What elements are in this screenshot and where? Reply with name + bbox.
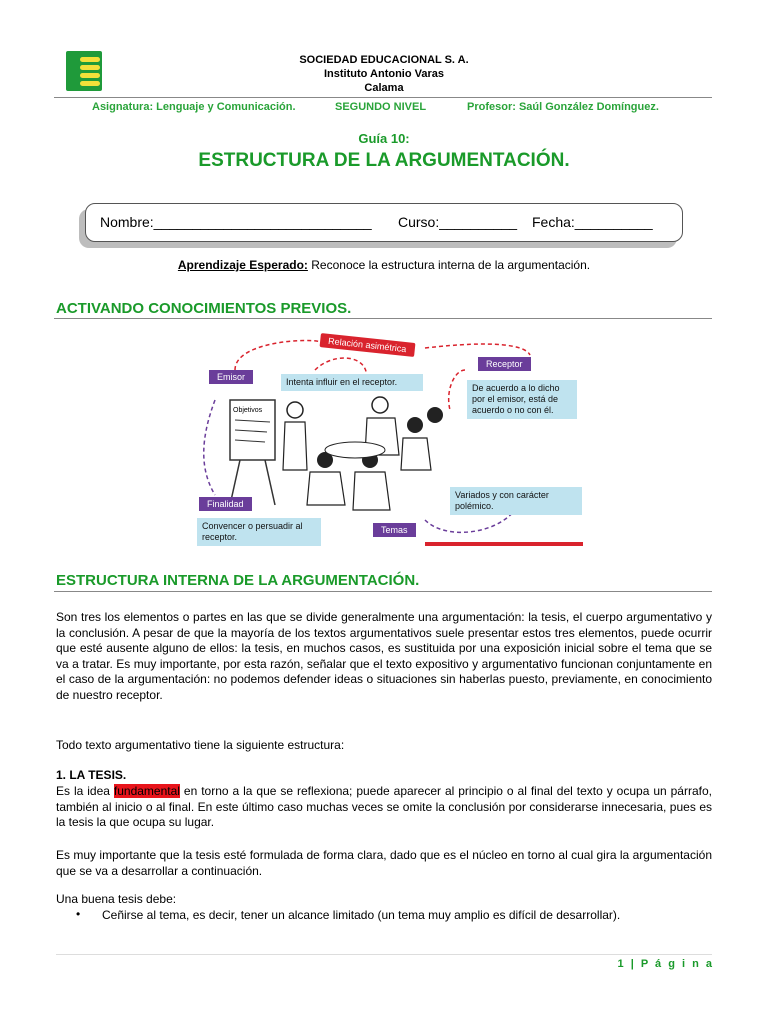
highlight-fundamental: fundamental: [113, 784, 180, 798]
section-title-internal-structure: ESTRUCTURA INTERNA DE LA ARGUMENTACIÓN.: [56, 572, 420, 589]
guide-title: ESTRUCTURA DE LA ARGUMENTACIÓN.: [198, 150, 570, 171]
board-label: Objetivos: [233, 407, 263, 414]
school-logo: [66, 51, 102, 91]
student-info-box: [85, 203, 683, 242]
emisor-tag: Emisor: [209, 370, 253, 384]
receptor-tag: Receptor: [478, 357, 531, 371]
name-field[interactable]: Nombre:____________________________: [100, 214, 372, 230]
objective-text: Reconoce la estructura interna de la argumentación.: [307, 258, 591, 272]
teacher-label: Profesor: Saúl González Domínguez.: [467, 101, 659, 113]
finalidad-tag: Finalidad: [199, 497, 252, 511]
thesis-title: 1. LA TESIS.: [56, 768, 127, 782]
course-field[interactable]: Curso:__________: [398, 214, 518, 230]
level-label: SEGUNDO NIVEL: [335, 101, 427, 113]
subject-label: Asignatura: Lenguaje y Comunicación.: [92, 101, 296, 113]
thesis-paragraph: [56, 784, 712, 831]
bullet-icon: •: [76, 907, 81, 921]
bullet-item-1: Ceñirse al tema, es decir, tener un alcance limitado (un tema muy amplio es difícil de desarrollar).: [102, 908, 621, 922]
footer-rule: [56, 954, 712, 955]
temas-tag: Temas: [373, 523, 416, 537]
thesis-text-start: Es la idea: [56, 784, 114, 798]
communication-diagram: [195, 330, 585, 548]
objective-label: Aprendizaje Esperado:: [177, 258, 308, 272]
good-thesis-label: Una buena tesis debe:: [56, 892, 177, 906]
thesis-clarity-paragraph: Es muy importante que la tesis esté formulada de forma clara, dado que es el núcleo en torno al cual gira la argumentación que se va a desarrollar a continuación.: [56, 848, 712, 878]
society-name: SOCIEDAD EDUCACIONAL S. A.: [299, 54, 469, 66]
page-number: 1 | P á g i n a: [617, 958, 714, 970]
section-rule: [54, 318, 712, 319]
thesis-text-end: en torno a la que se reflexiona; puede aparecer al principio o al final del texto y ocupa un párrafo, también al inicio o al final. En este último caso muchas veces se omite la conclusión por considerarse innecesaria, pues es la tesis la que ocupa su lugar.: [56, 784, 712, 829]
header-rule: [54, 97, 712, 98]
section-title-previous-knowledge: ACTIVANDO CONOCIMIENTOS PREVIOS.: [56, 300, 352, 317]
structure-intro: Todo texto argumentativo tiene la siguiente estructura:: [56, 738, 345, 752]
guide-number: Guía 10:: [358, 131, 410, 146]
city-name: Calama: [364, 82, 404, 94]
date-field[interactable]: Fecha:__________: [532, 214, 653, 230]
intro-paragraph: Son tres los elementos o partes en las que se divide generalmente una argumentación: la tesis, el cuerpo argumentativo y la conclusión. A pesar de que la mayoría de los textos argumentativos suele presentar estos tres elementos, puede ocurrir que esté ausente alguno de ellos: la tesis, en muchos casos, es sustituida por una exposición inicial sobre el tema que se va a tratar. Es muy importante, por esta razón, señalar que el texto expositivo y argumentativo funcionan conjuntamente en el caso de la argumentación: no podemos defender ideas o situaciones sin haberlas puesto, previamente, en conocimiento de nuestro receptor.: [56, 610, 712, 702]
learning-objective: [0, 258, 768, 272]
emisor-box: Intenta influir en el receptor.: [281, 374, 423, 391]
institute-name: Instituto Antonio Varas: [324, 68, 444, 80]
section-rule-2: [54, 591, 712, 592]
temas-box: Variados y con carácter polémico.: [450, 487, 582, 515]
finalidad-box: Convencer o persuadir al receptor.: [197, 518, 321, 546]
receptor-box: De acuerdo a lo dicho por el emisor, está de acuerdo o no con él.: [467, 380, 577, 419]
relation-label: Relación asimétrica: [320, 333, 415, 357]
